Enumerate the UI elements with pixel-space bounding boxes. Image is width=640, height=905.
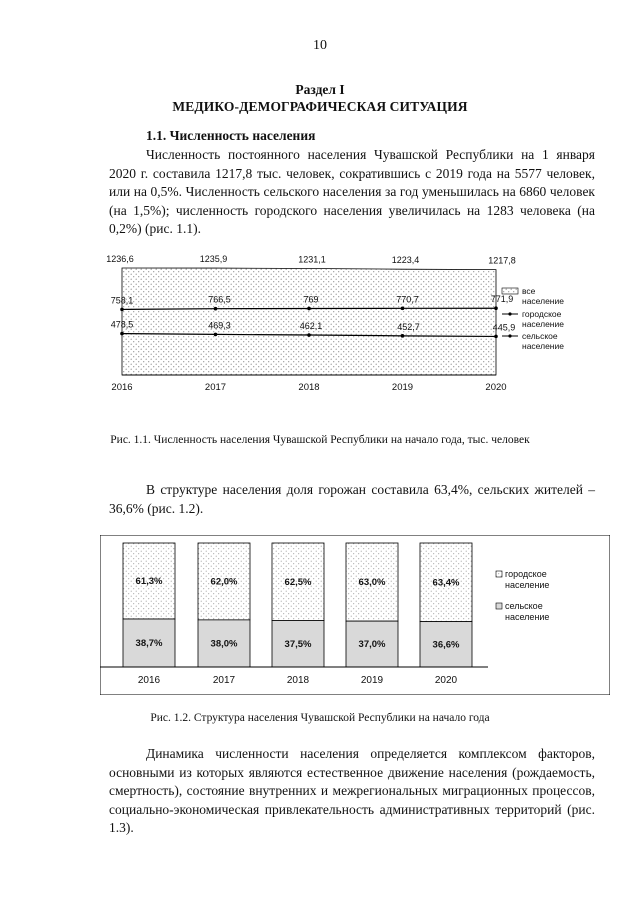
urban-data-label: 61,3% xyxy=(135,576,163,588)
legend-swatch-urban xyxy=(508,312,511,315)
legend-label-rural: сельское xyxy=(505,601,543,611)
legend-label-total: все xyxy=(522,286,536,296)
rural-point xyxy=(494,335,498,339)
population-structure-chart xyxy=(100,535,610,695)
urban-point xyxy=(494,306,498,310)
paragraph-1-text: Численность постоянного населения Чувашской Республики на 1 января 2020 г. составила 1217,8 тыс. человек, сократившись с 2019 года на 5577 человек, или на 0,5%. Численность сельского населения за год уменьшилась на 6860 человек (на 1,5%); численность городского населения увеличилась на 1283 человека (на 0,2%) (рис. 1.1). xyxy=(109,147,595,236)
data-label: 452,7 xyxy=(397,321,420,332)
x-tick-label: 2017 xyxy=(212,675,236,686)
legend-swatch-rural xyxy=(496,603,502,609)
x-tick-label: 2018 xyxy=(298,382,320,393)
data-label: 478,5 xyxy=(110,319,134,330)
data-label: 758,1 xyxy=(110,295,134,306)
data-label: 462,1 xyxy=(299,321,323,332)
data-label: 445,9 xyxy=(492,322,516,333)
data-label: 1231,1 xyxy=(298,254,326,265)
data-label: 1235,9 xyxy=(199,254,228,265)
paragraph-1 xyxy=(109,146,595,239)
x-tick-label: 2020 xyxy=(434,675,458,686)
rural-data-label: 37,0% xyxy=(358,639,386,651)
paragraph-2-text: В структуре населения доля горожан составила 63,4%, сельских жителей – 36,6% (рис. 1.2). xyxy=(109,482,595,516)
rural-point xyxy=(120,332,124,336)
data-label: 766,5 xyxy=(208,294,231,305)
legend-swatch-total xyxy=(502,288,518,294)
x-tick-label: 2019 xyxy=(360,675,384,686)
page-number: 10 xyxy=(313,38,327,53)
rural-point xyxy=(307,333,311,337)
urban-point xyxy=(120,308,124,312)
legend-label-urban: население xyxy=(522,319,564,329)
rural-data-label: 38,0% xyxy=(210,638,238,650)
paragraph-3 xyxy=(109,745,595,838)
urban-data-label: 63,4% xyxy=(432,577,460,589)
x-tick-label: 2016 xyxy=(111,382,133,393)
legend-label-rural: сельское xyxy=(522,331,558,341)
legend-swatch-rural xyxy=(508,334,511,337)
data-label: 469,3 xyxy=(208,320,231,331)
figure-2-caption: Рис. 1.2. Структура населения Чувашской Республики на начало года xyxy=(150,712,490,724)
subheading: 1.1. Численность населения xyxy=(146,128,316,143)
section-subtitle: МЕДИКО-ДЕМОГРАФИЧЕСКАЯ СИТУАЦИЯ xyxy=(172,99,468,114)
legend-label-rural: население xyxy=(505,612,550,622)
legend-swatch-urban xyxy=(496,571,502,577)
rural-data-label: 37,5% xyxy=(284,638,312,650)
x-tick-label: 2017 xyxy=(204,382,227,393)
section-title: Раздел I xyxy=(295,82,345,97)
urban-point xyxy=(401,307,405,311)
rural-data-label: 38,7% xyxy=(135,638,163,650)
data-label: 769 xyxy=(303,294,319,305)
data-label: 770,7 xyxy=(396,294,419,305)
rural-data-label: 36,6% xyxy=(432,639,460,651)
legend-label-rural: население xyxy=(522,341,564,351)
paragraph-2 xyxy=(109,481,595,518)
population-line-chart xyxy=(100,248,610,408)
legend-label-urban: население xyxy=(505,580,550,590)
urban-data-label: 62,0% xyxy=(210,576,238,588)
data-label: 771,9 xyxy=(490,294,514,305)
legend-label-total: население xyxy=(522,296,564,306)
urban-point xyxy=(214,307,218,311)
x-tick-label: 2018 xyxy=(286,675,310,686)
x-tick-label: 2019 xyxy=(391,382,414,393)
paragraph-3-text: Динамика численности населения определяется комплексом факторов, основными из которых являются естественное движение населения (рождаемость, смертность), состояние внутренних и межрегиональных миграционных процессов, социально-экономическая привлекательность административных территорий (рис. 1.3). xyxy=(109,746,595,835)
rural-point xyxy=(214,333,218,337)
data-label: 1217,8 xyxy=(488,255,516,266)
urban-data-label: 62,5% xyxy=(284,576,312,588)
urban-data-label: 63,0% xyxy=(358,577,386,589)
legend-label-urban: городское xyxy=(505,569,547,579)
legend-label-urban: городское xyxy=(522,309,562,319)
data-label: 1236,6 xyxy=(106,254,134,265)
urban-point xyxy=(307,307,311,311)
figure-1-caption: Рис. 1.1. Численность населения Чувашской Республики на начало года, тыс. человек xyxy=(110,434,530,446)
rural-point xyxy=(401,334,405,338)
x-tick-label: 2016 xyxy=(137,675,161,686)
x-tick-label: 2020 xyxy=(485,382,507,393)
data-label: 1223,4 xyxy=(391,255,420,266)
